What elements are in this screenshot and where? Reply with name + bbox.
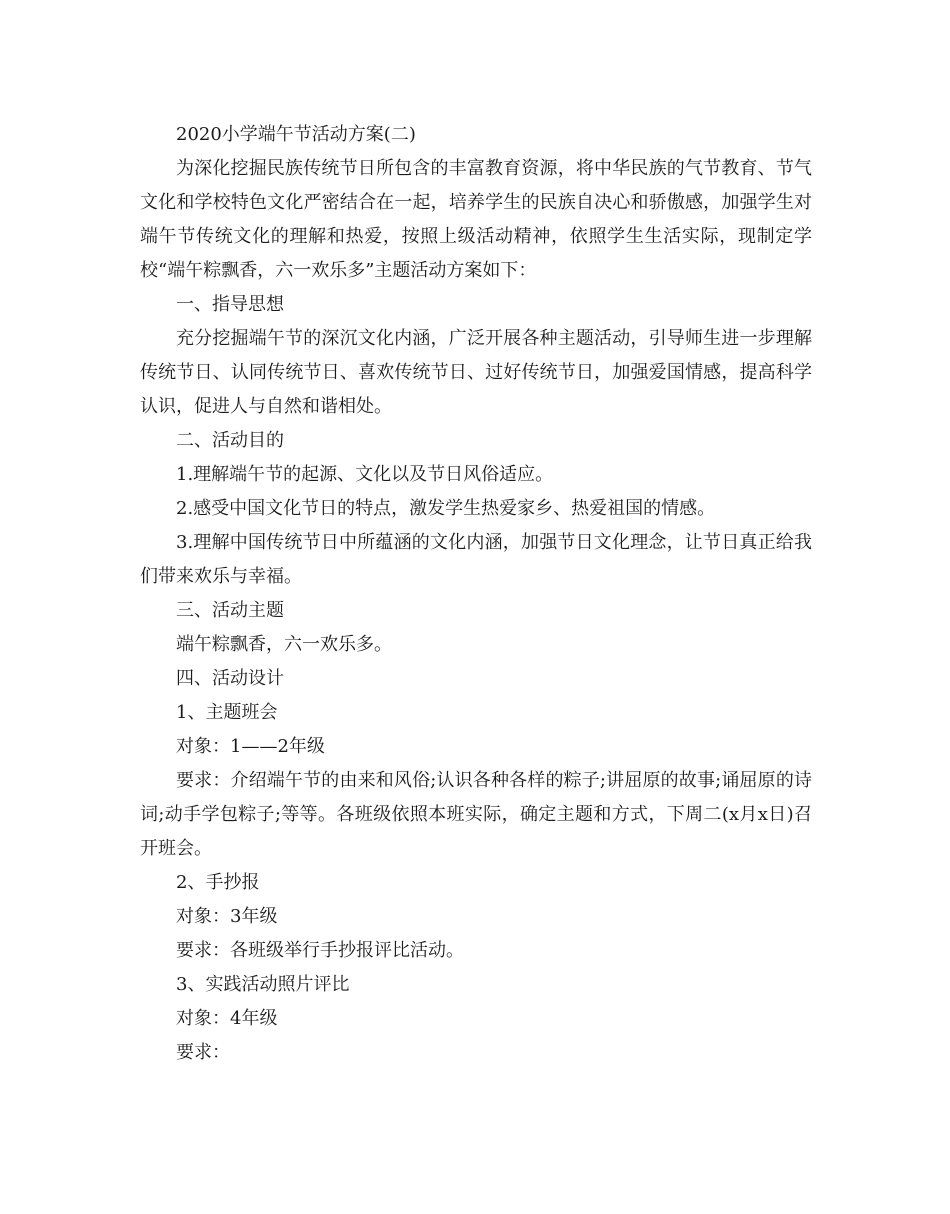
theme-paragraph: 端午粽飘香，六一欢乐多。 <box>176 634 392 655</box>
section-heading-guiding-thought: 一、指导思想 <box>176 294 284 315</box>
intro-paragraph: 为深化挖掘民族传统节日所包含的丰富教育资源，将中华民族的气节教育、节气文化和学校特色文化严密结合在一起，培养学生的民族自决心和骄傲感，加强学生对端午节传统文化的理解和热爱，按照上级活动精神，依照学生生活实际，现制定学校“端午粽飘香，六一欢乐多”主题活动方案如下： <box>140 158 812 281</box>
purpose-item-1: 1.理解端午节的起源、文化以及节日风俗适应。 <box>176 464 554 485</box>
design-item-class-meeting: 1、主题班会 <box>176 702 278 723</box>
newspaper-requirements: 要求：各班级举行手抄报评比活动。 <box>176 940 464 961</box>
class-meeting-requirements: 要求：介绍端午节的由来和风俗;认识各种各样的粽子;讲屈原的故事;诵屈原的诗词;动手学包粽子;等等。各班级依照本班实际，确定主题和方式，下周二(x月x日)召开班会。 <box>140 770 812 859</box>
purpose-item-2: 2.感受中国文化节日的特点，激发学生热爱家乡、热爱祖国的情感。 <box>176 498 716 519</box>
photo-contest-requirements: 要求： <box>176 1042 230 1063</box>
guiding-thought-paragraph: 充分挖掘端午节的深沉文化内涵，广泛开展各种主题活动，引导师生进一步理解传统节日、认同传统节日、喜欢传统节日、过好传统节日，加强爱国情感，提高科学认识，促进人与自然和谐相处。 <box>140 328 812 417</box>
section-heading-theme: 三、活动主题 <box>176 600 284 621</box>
design-item-photo-contest: 3、实践活动照片评比 <box>176 974 350 995</box>
section-heading-purpose: 二、活动目的 <box>176 430 284 451</box>
document-page <box>140 118 812 1070</box>
photo-contest-target: 对象：4年级 <box>176 1008 278 1029</box>
design-item-handwritten-newspaper: 2、手抄报 <box>176 872 260 893</box>
newspaper-target: 对象：3年级 <box>176 906 278 927</box>
section-heading-design: 四、活动设计 <box>176 668 284 689</box>
purpose-item-3: 3.理解中国传统节日中所蕴涵的文化内涵，加强节日文化理念，让节日真正给我们带来欢乐与幸福。 <box>140 532 812 587</box>
document-title: 2020小学端午节活动方案(二) <box>176 124 416 145</box>
class-meeting-target: 对象：1——2年级 <box>176 736 325 757</box>
